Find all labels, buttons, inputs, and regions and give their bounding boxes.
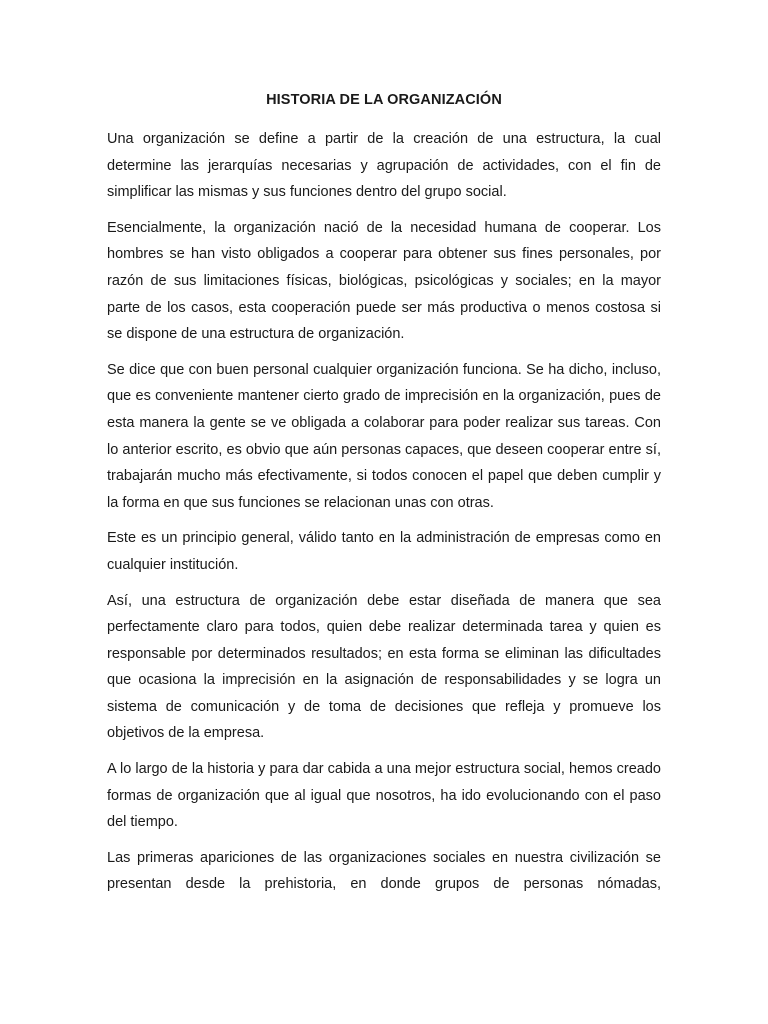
document-body [107,88,661,907]
paragraph: Esencialmente, la organización nació de la necesidad humana de cooperar. Los hombres se han visto obligados a cooperar para obtener sus fines personales, por razón de sus limitaciones físicas, biológicas, psicológicas y sociales; en la mayor parte de los casos, esta cooperación puede ser más productiva o menos costosa si se dispone de una estructura de organización. [107,219,661,343]
paragraph: A lo largo de la historia y para dar cabida a una mejor estructura social, hemos creado formas de organización que al igual que nosotros, ha ido evolucionando con el paso del tiempo. [107,761,661,831]
paragraph: Así, una estructura de organización debe estar diseñada de manera que sea perfectamente claro para todos, quien debe realizar determinada tarea y quien es responsable por determinados resultados; en esta forma se eliminan las dificultades que ocasiona la imprecisión en la asignación de responsabilidades y se logra un sistema de comunicación y de toma de decisiones que refleja y promueve los objetivos de la empresa. [107,592,661,742]
paragraph: Este es un principio general, válido tanto en la administración de empresas como en cualquier institución. [107,530,661,573]
paragraph: Una organización se define a partir de la creación de una estructura, la cual determine las jerarquías necesarias y agrupación de actividades, con el fin de simplificar las mismas y sus funciones dentro del grupo social. [107,131,661,201]
page-title: HISTORIA DE LA ORGANIZACIÓN [266,92,502,108]
paragraph: Se dice que con buen personal cualquier organización funciona. Se ha dicho, incluso, que es conveniente mantener cierto grado de imprecisión en la organización, pues de esta manera la gente se ve obligada a colaborar para poder realizar sus tareas. Con lo anterior escrito, es obvio que aún personas capaces, que deseen cooperar entre sí, trabajarán mucho más efectivamente, si todos conocen el papel que deben cumplir y la forma en que sus funciones se relacionan unas con otras. [107,361,661,511]
paragraph-continued: Las primeras apariciones de las organizaciones sociales en nuestra civilización se presentan desde la prehistoria, en donde grupos de personas nómadas, [107,849,661,893]
